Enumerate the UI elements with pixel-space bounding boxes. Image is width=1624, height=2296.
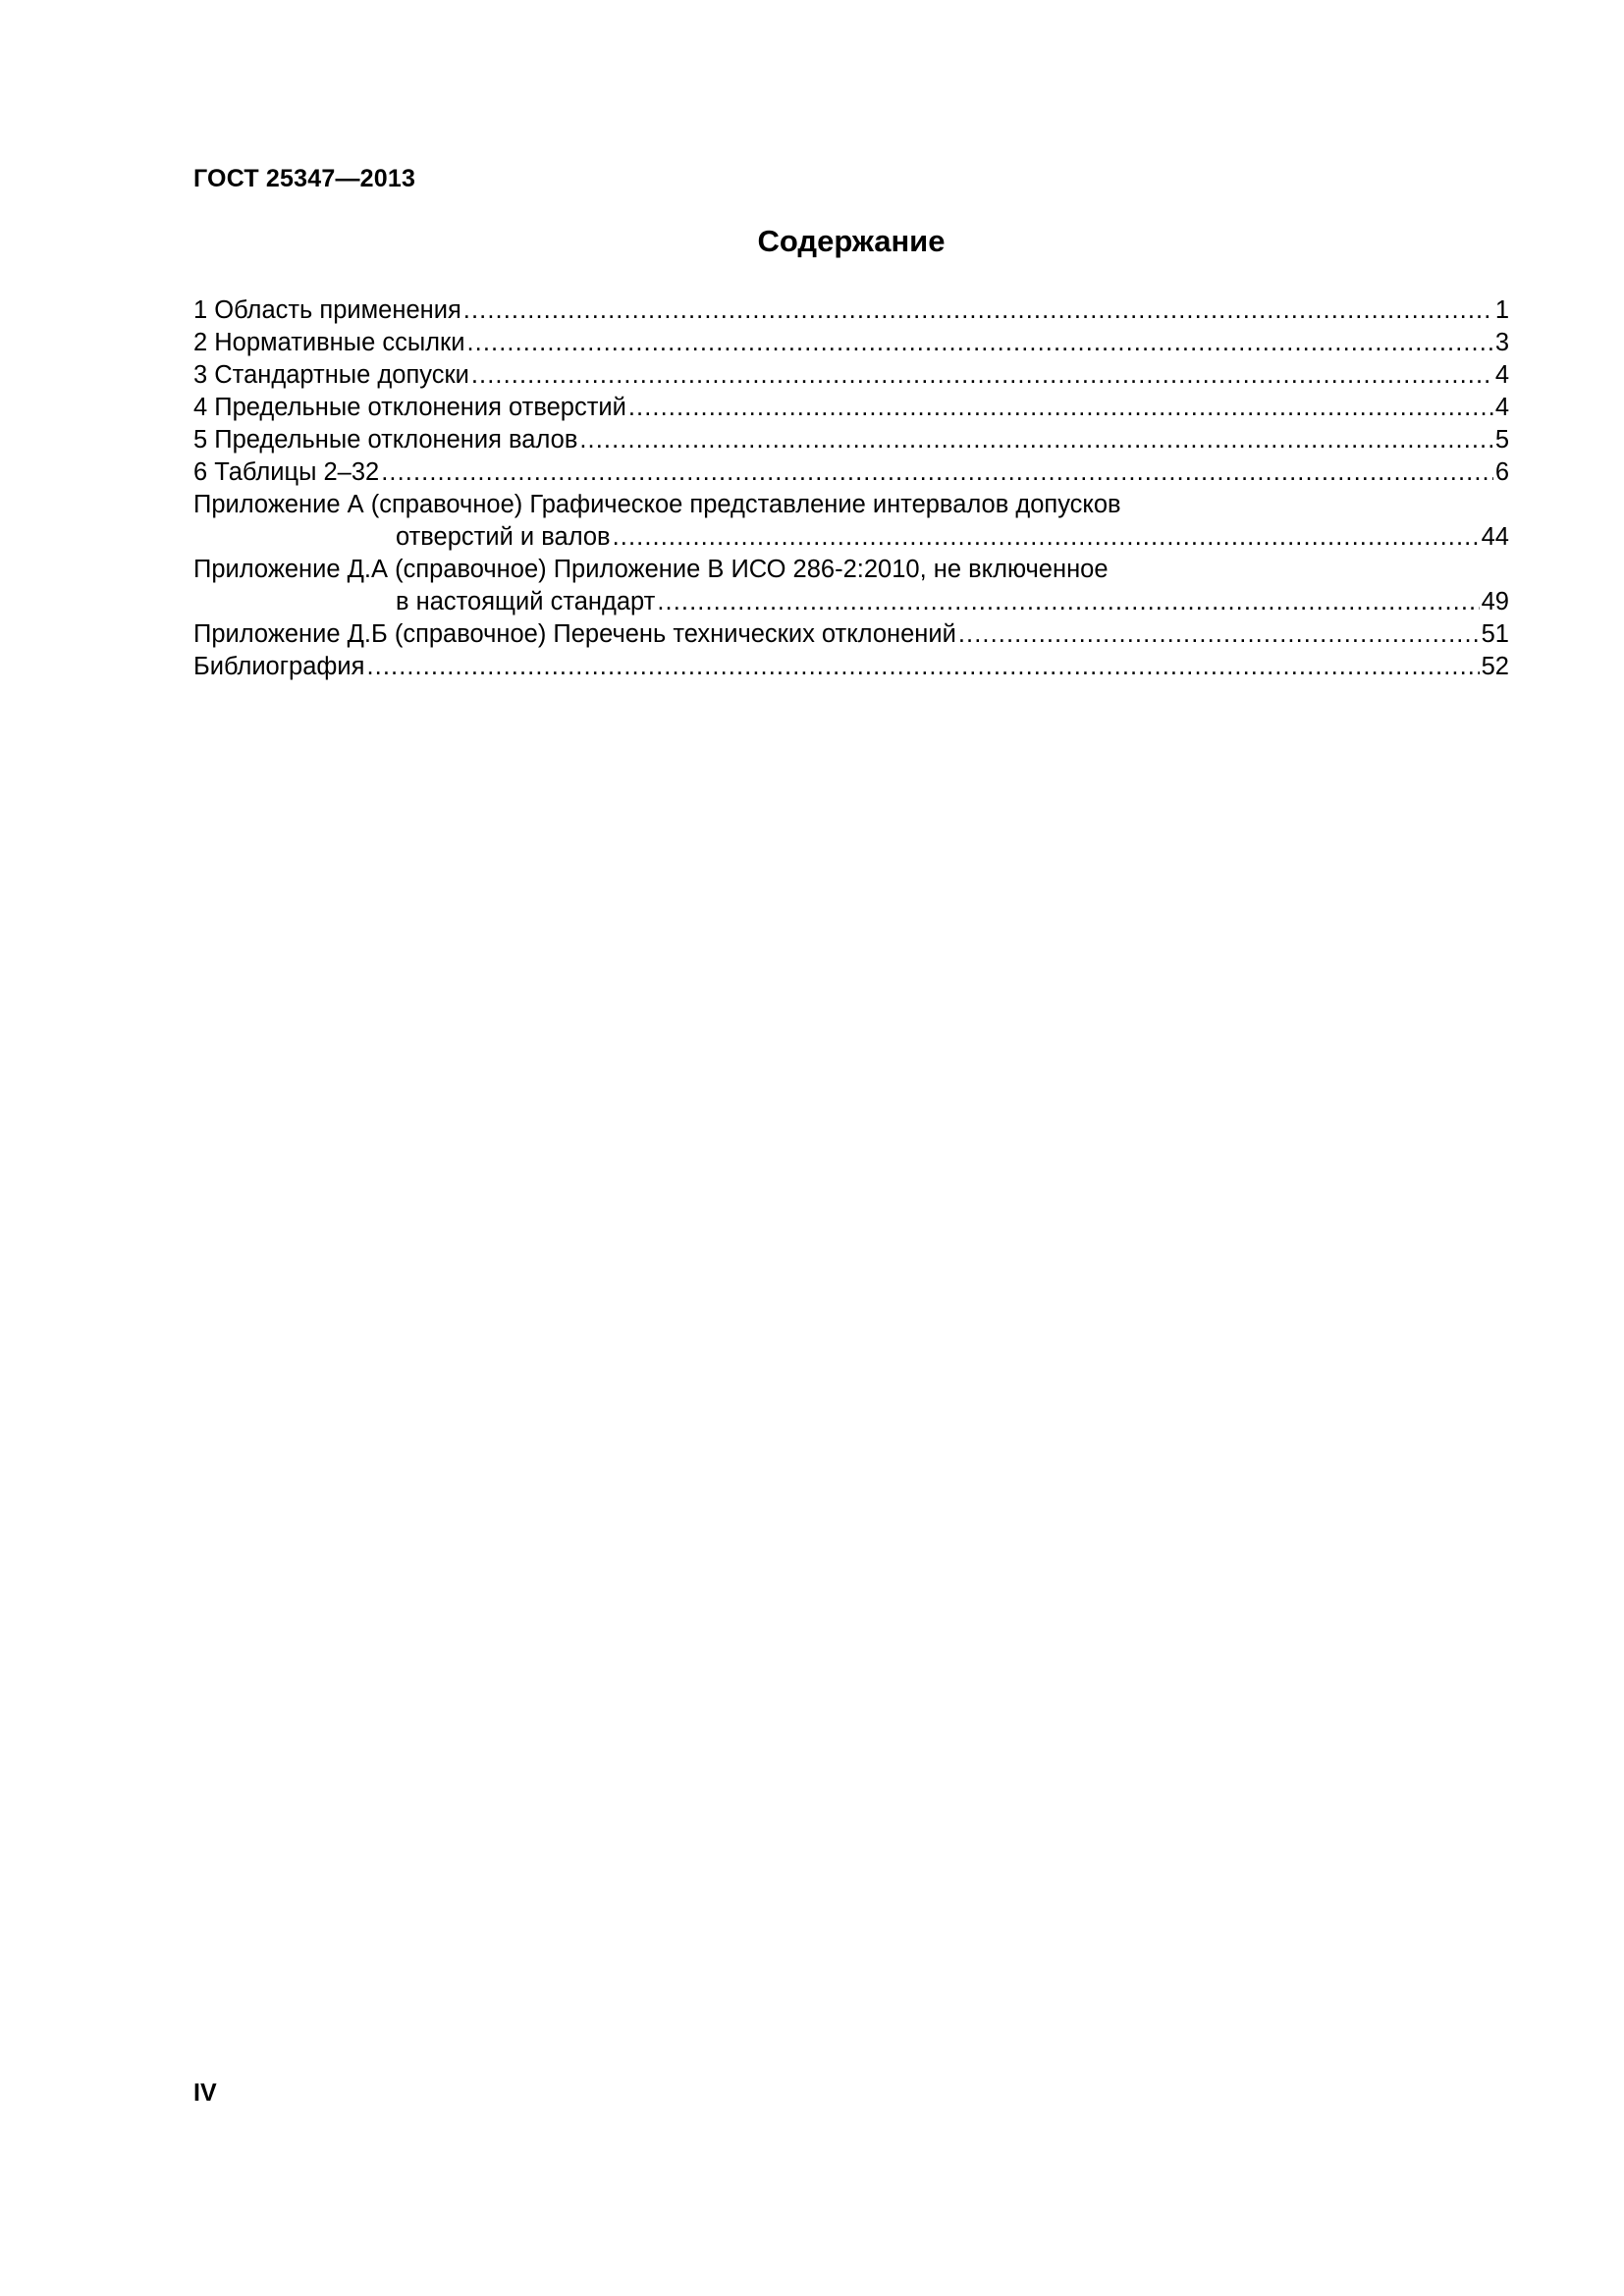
- toc-page-number: 51: [1481, 620, 1509, 648]
- toc-entry[interactable]: [193, 456, 1509, 489]
- toc-entry-title: отверстий и валов: [396, 523, 611, 551]
- toc-line: [193, 392, 1509, 424]
- toc-line: [193, 456, 1509, 489]
- toc-entry[interactable]: [193, 327, 1509, 359]
- toc-entry[interactable]: [193, 294, 1509, 327]
- toc-leader-dots: [471, 359, 1493, 392]
- toc-entry-title: 6 Таблицы 2–32: [193, 458, 380, 486]
- toc-page-number: 44: [1481, 523, 1509, 551]
- toc-entry-title: Приложение Д.А (справочное) Приложение В ИСО 286-2:2010, не включенное: [193, 556, 1109, 583]
- toc-line: [193, 359, 1509, 392]
- toc-leader-dots: [958, 618, 1480, 651]
- toc-leader-dots: [366, 651, 1479, 683]
- toc-leader-dots: [463, 294, 1493, 327]
- toc-entry[interactable]: [193, 392, 1509, 424]
- toc-page-number: 49: [1481, 588, 1509, 615]
- table-of-contents: [193, 294, 1509, 683]
- toc-line: [193, 294, 1509, 327]
- toc-line: [193, 521, 1509, 554]
- toc-line: [193, 618, 1509, 651]
- document-designation: ГОСТ 25347—2013: [193, 165, 416, 192]
- toc-page-number: 4: [1494, 394, 1509, 421]
- toc-entry[interactable]: [193, 359, 1509, 392]
- toc-line: [193, 651, 1509, 683]
- toc-page-number: 1: [1494, 296, 1509, 324]
- toc-entry[interactable]: [193, 651, 1509, 683]
- toc-leader-dots: [613, 521, 1480, 554]
- toc-leader-dots: [466, 327, 1492, 359]
- toc-entry-title: 3 Стандартные допуски: [193, 361, 469, 389]
- toc-page-number: 5: [1494, 426, 1509, 454]
- toc-leader-dots: [628, 392, 1493, 424]
- toc-entry-title: в настоящий стандарт: [396, 588, 656, 615]
- toc-page-number: 4: [1494, 361, 1509, 389]
- toc-page-number: 52: [1481, 653, 1509, 680]
- toc-entry-title: 4 Предельные отклонения отверстий: [193, 394, 626, 421]
- page-number: IV: [193, 2079, 217, 2107]
- toc-entry[interactable]: [193, 554, 1509, 618]
- toc-entry[interactable]: [193, 424, 1509, 456]
- toc-entry-title: 1 Область применения: [193, 296, 461, 324]
- toc-entry-title: Приложение А (справочное) Графическое представление интервалов допусков: [193, 491, 1121, 518]
- toc-entry[interactable]: [193, 618, 1509, 651]
- toc-entry[interactable]: [193, 489, 1509, 554]
- toc-line: [193, 424, 1509, 456]
- toc-line: [193, 586, 1509, 618]
- toc-leader-dots: [657, 586, 1479, 618]
- toc-leader-dots: [381, 456, 1493, 489]
- toc-leader-dots: [579, 424, 1492, 456]
- toc-entry-title: Библиография: [193, 653, 365, 680]
- toc-line: [193, 554, 1509, 586]
- toc-entry-title: 5 Предельные отклонения валов: [193, 426, 578, 454]
- toc-page-number: 6: [1494, 458, 1509, 486]
- toc-page-number: 3: [1494, 329, 1509, 356]
- toc-line: [193, 489, 1509, 521]
- toc-entry-title: Приложение Д.Б (справочное) Перечень технических отклонений: [193, 620, 956, 648]
- toc-line: [193, 327, 1509, 359]
- toc-title: Содержание: [757, 224, 946, 258]
- toc-entry-title: 2 Нормативные ссылки: [193, 329, 465, 356]
